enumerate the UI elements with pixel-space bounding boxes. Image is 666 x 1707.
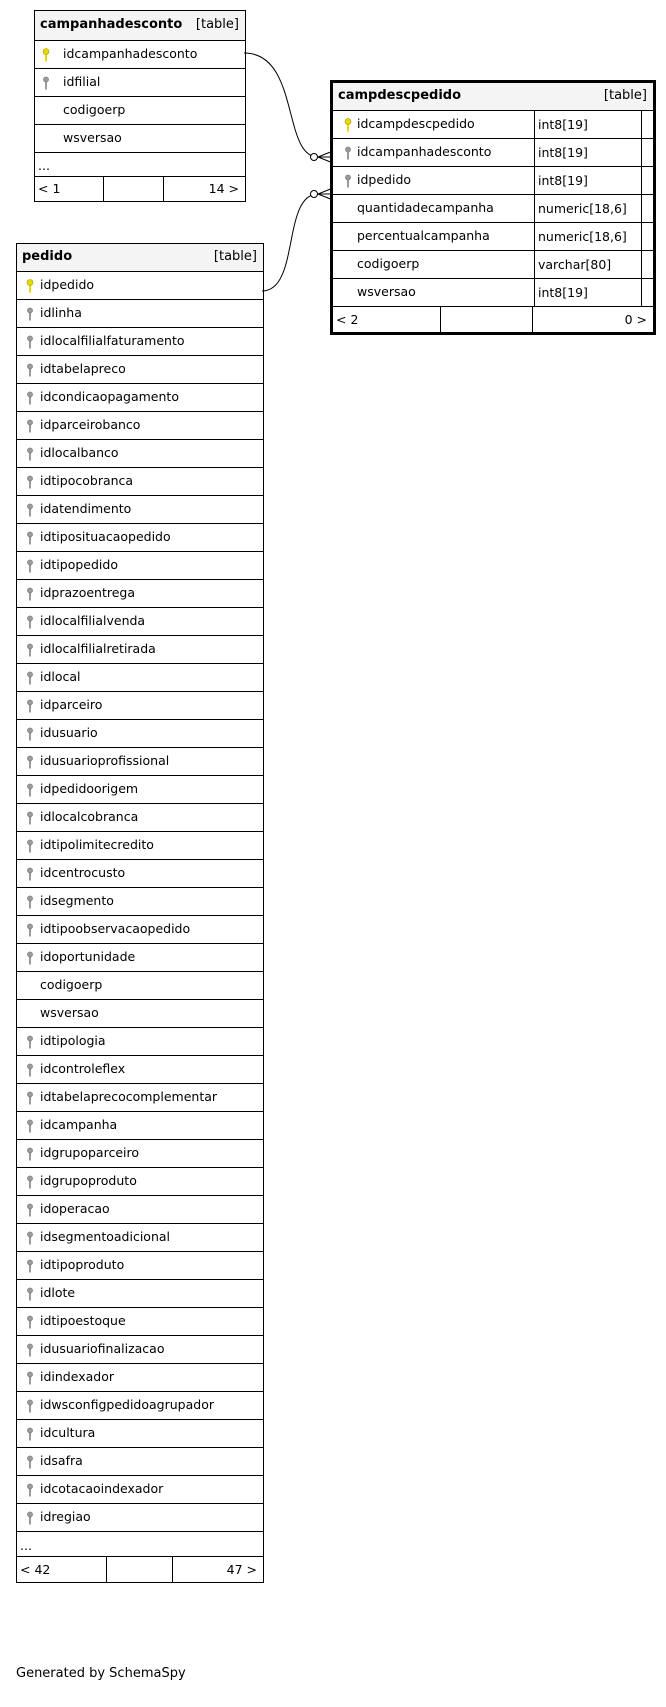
- child-count: 0 >: [624, 312, 647, 327]
- column-name: idpedidoorigem: [40, 781, 139, 796]
- column-type: numeric[18,6]: [534, 223, 642, 250]
- column-name: idregiao: [40, 1509, 91, 1524]
- column-name: idlocalfilialvenda: [40, 613, 146, 628]
- column-name: idtipolimitecredito: [40, 837, 154, 852]
- more-ellipsis: ...: [20, 1538, 32, 1553]
- column-name: idoperacao: [40, 1201, 110, 1216]
- column-name: idindexador: [40, 1369, 114, 1384]
- column-name: idcentrocusto: [40, 865, 126, 880]
- column-name: idsafra: [40, 1453, 83, 1468]
- column-name: idtipopedido: [40, 557, 118, 572]
- column-type: int8[19]: [534, 139, 642, 166]
- column-name: idtipocobranca: [40, 473, 134, 488]
- column-name: idcultura: [40, 1425, 96, 1440]
- column-name: wsversao: [357, 284, 416, 299]
- parent-count: < 2: [336, 312, 359, 327]
- column-name: codigoerp: [357, 256, 420, 271]
- child-count: 47 >: [226, 1562, 257, 1577]
- table-name: pedido: [22, 249, 73, 264]
- column-name: idusuarioprofissional: [40, 753, 170, 768]
- column-name: idusuario: [40, 725, 98, 740]
- column-name: idatendimento: [40, 501, 132, 516]
- column-name: idtabelapreco: [40, 361, 126, 376]
- table-type: [table]: [603, 88, 647, 103]
- column-type: int8[19]: [534, 279, 642, 306]
- relationship-edge: [244, 53, 318, 157]
- column-name: idlinha: [40, 305, 82, 320]
- column-name: idcampanhadesconto: [63, 46, 198, 61]
- column-type: numeric[18,6]: [534, 195, 642, 222]
- crows-foot-icon: [318, 188, 333, 200]
- parent-count: < 1: [38, 181, 61, 196]
- column-name: idcondicaopagamento: [40, 389, 179, 404]
- column-name: idtipoobservacaopedido: [40, 921, 191, 936]
- schemaspy-credit: Generated by SchemaSpy: [16, 1666, 186, 1681]
- column-name: idsegmento: [40, 893, 114, 908]
- column-name: idtipoestoque: [40, 1313, 126, 1328]
- column-type: int8[19]: [534, 111, 642, 138]
- parent-count: < 42: [20, 1562, 51, 1577]
- column-name: idgrupoparceiro: [40, 1145, 139, 1160]
- column-name: idtipoproduto: [40, 1257, 125, 1272]
- column-name: idpedido: [40, 277, 95, 292]
- column-name: idoportunidade: [40, 949, 136, 964]
- column-name: percentualcampanha: [357, 228, 490, 243]
- column-name: quantidadecampanha: [357, 200, 494, 215]
- column-name: idcotacaoindexador: [40, 1481, 164, 1496]
- column-name: idpedido: [357, 172, 412, 187]
- column-name: idparceiro: [40, 697, 103, 712]
- column-name: idcampanhadesconto: [357, 144, 492, 159]
- column-name: idfilial: [63, 74, 101, 89]
- optional-circle: [311, 154, 318, 161]
- table-name: campdescpedido: [338, 88, 462, 103]
- relationship-edge: [262, 194, 318, 291]
- column-name: idprazoentrega: [40, 585, 136, 600]
- column-name: idcontroleflex: [40, 1061, 126, 1076]
- column-name: idlocalfilialretirada: [40, 641, 156, 656]
- column-name: idlocalbanco: [40, 445, 119, 460]
- column-name: idtipologia: [40, 1033, 106, 1048]
- table-type: [table]: [195, 17, 239, 32]
- table-name: campanhadesconto: [40, 17, 183, 32]
- column-name: idcampdescpedido: [357, 116, 475, 131]
- column-name: idlote: [40, 1285, 76, 1300]
- table-type: [table]: [213, 249, 257, 264]
- column-name: idusuariofinalizacao: [40, 1341, 165, 1356]
- column-name: idgrupoproduto: [40, 1173, 137, 1188]
- column-type: int8[19]: [534, 167, 642, 194]
- column-name: wsversao: [40, 1005, 99, 1020]
- column-name: codigoerp: [63, 102, 126, 117]
- crows-foot-icon: [318, 151, 333, 163]
- column-type: varchar[80]: [534, 251, 642, 278]
- column-name: idlocalfilialfaturamento: [40, 333, 185, 348]
- column-name: idwsconfigpedidoagrupador: [40, 1397, 214, 1412]
- column-name: idlocalcobranca: [40, 809, 139, 824]
- column-name: idtabelaprecocomplementar: [40, 1089, 218, 1104]
- column-name: codigoerp: [40, 977, 103, 992]
- column-name: idlocal: [40, 669, 81, 684]
- column-name: idparceirobanco: [40, 417, 141, 432]
- column-name: idsegmentoadicional: [40, 1229, 170, 1244]
- column-name: idcampanha: [40, 1117, 118, 1132]
- more-ellipsis: ...: [38, 158, 50, 173]
- child-count: 14 >: [208, 181, 239, 196]
- optional-circle: [311, 191, 318, 198]
- column-name: wsversao: [63, 130, 122, 145]
- column-name: idtiposituacaopedido: [40, 529, 171, 544]
